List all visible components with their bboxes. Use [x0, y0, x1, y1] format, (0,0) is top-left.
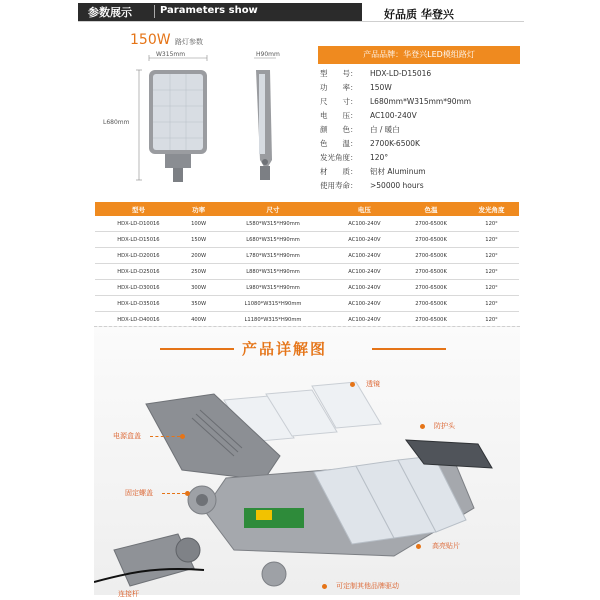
cell-size: L780*W315*H90mm: [215, 248, 331, 264]
cell-cct: 2700-6500K: [398, 264, 464, 280]
cell-model: HDX-LD-D25016: [95, 264, 182, 280]
cell-size: L1180*W315*H90mm: [215, 312, 331, 328]
col-angle: 发光角度: [464, 202, 519, 216]
cell-model: HDX-LD-D35016: [95, 296, 182, 312]
callout-dot: [185, 491, 190, 496]
callout-dot: [322, 584, 327, 589]
cell-voltage: AC100-240V: [331, 264, 398, 280]
cell-angle: 120°: [464, 216, 519, 232]
cell-voltage: AC100-240V: [331, 312, 398, 328]
info-row: 使用寿命： >50000 hours: [320, 181, 424, 190]
fixing-cap-lower: [262, 562, 286, 586]
cell-angle: 120°: [464, 232, 519, 248]
spec-table: [95, 202, 519, 328]
callout-leader: [150, 436, 180, 437]
cell-model: HDX-LD-D40016: [95, 312, 182, 328]
driver-capacitor: [256, 510, 272, 520]
info-row: 尺 寸： L680mm*W315mm*90mm: [320, 97, 472, 106]
callout-leader: [162, 493, 185, 494]
cell-voltage: AC100-240V: [331, 248, 398, 264]
diagram-title: 产品详解图: [242, 340, 328, 358]
title-rule-right: [372, 348, 446, 350]
title-rule-left: [160, 348, 234, 350]
callout-dot: [416, 544, 421, 549]
cell-cct: 2700-6500K: [398, 232, 464, 248]
cell-angle: 120°: [464, 312, 519, 328]
cell-cct: 2700-6500K: [398, 296, 464, 312]
cell-model: HDX-LD-D30016: [95, 280, 182, 296]
info-row: 功 率： 150W: [320, 83, 392, 92]
cell-angle: 120°: [464, 248, 519, 264]
callout-guard: 防护头: [434, 422, 455, 430]
info-title: 产品品牌：华登兴LED模组路灯: [318, 46, 520, 64]
cell-angle: 120°: [464, 296, 519, 312]
lamp-front-view: [115, 50, 225, 190]
lamp-side-view: [240, 50, 290, 190]
cell-angle: 120°: [464, 280, 519, 296]
power-label: 150W 路灯参数: [130, 32, 204, 48]
cell-size: L880*W315*H90mm: [215, 264, 331, 280]
callout-fixing: 固定螺盖: [125, 489, 153, 497]
info-row: 材 质： 铝材 Aluminum: [320, 167, 426, 176]
cell-power: 200W: [182, 248, 215, 264]
connector-joint: [176, 538, 200, 562]
table-row: [95, 232, 519, 248]
table-row: [95, 296, 519, 312]
cell-power: 400W: [182, 312, 215, 328]
driver-board: [244, 508, 304, 528]
cell-size: L1080*W315*H90mm: [215, 296, 331, 312]
info-row: 颜 色： 白 / 暖白: [320, 125, 400, 134]
cell-size: L680*W315*H90mm: [215, 232, 331, 248]
cell-voltage: AC100-240V: [331, 216, 398, 232]
cell-power: 150W: [182, 232, 215, 248]
cell-power: 250W: [182, 264, 215, 280]
cell-angle: 120°: [464, 264, 519, 280]
cell-power: 300W: [182, 280, 215, 296]
col-power: 功率: [182, 202, 215, 216]
cell-model: HDX-LD-D10016: [95, 216, 182, 232]
table-row: [95, 264, 519, 280]
info-row: 型 号： HDX-LD-D15016: [320, 69, 432, 78]
callout-dot: [350, 382, 355, 387]
header-title-cn: 参数展示: [88, 6, 132, 19]
table-row: [95, 280, 519, 296]
cell-cct: 2700-6500K: [398, 280, 464, 296]
header-underline: [78, 21, 524, 22]
callout-lens: 透镜: [366, 380, 380, 388]
callout-connector: 连接杆: [118, 590, 139, 598]
table-row: [95, 216, 519, 232]
header-divider: [154, 5, 155, 18]
length-dimension: L680mm: [103, 119, 130, 126]
cell-model: HDX-LD-D20016: [95, 248, 182, 264]
callout-chip: 高亮贴片: [432, 542, 460, 550]
cell-power: 100W: [182, 216, 215, 232]
info-row: 色 温： 2700K-6500K: [320, 139, 420, 148]
callout-cover: 电源盒盖: [113, 432, 141, 440]
header-title-en: Parameters show: [160, 5, 258, 16]
info-list: [320, 68, 471, 194]
exploded-illustration: [94, 360, 520, 594]
fixing-cap-center: [196, 494, 208, 506]
table-row: [95, 248, 519, 264]
col-cct: 色温: [398, 202, 464, 216]
cell-cct: 2700-6500K: [398, 312, 464, 328]
cell-voltage: AC100-240V: [331, 232, 398, 248]
callout-dot: [420, 424, 425, 429]
brand-slogan: 好品质 华登兴: [384, 8, 454, 21]
col-voltage: 电压: [331, 202, 398, 216]
table-header-row: [95, 202, 519, 216]
cell-voltage: AC100-240V: [331, 280, 398, 296]
cell-size: L580*W315*H90mm: [215, 216, 331, 232]
callout-driver: 可定制其他品牌驱动: [336, 582, 399, 590]
info-row: 发光角度： 120°: [320, 153, 389, 162]
cell-power: 350W: [182, 296, 215, 312]
cell-model: HDX-LD-D15016: [95, 232, 182, 248]
callout-dot: [180, 434, 185, 439]
col-model: 型号: [95, 202, 182, 216]
cell-size: L980*W315*H90mm: [215, 280, 331, 296]
width-dimension: W315mm: [156, 51, 186, 58]
height-dimension: H90mm: [256, 51, 280, 58]
cell-voltage: AC100-240V: [331, 296, 398, 312]
info-row: 电 压： AC100-240V: [320, 111, 417, 120]
cell-cct: 2700-6500K: [398, 216, 464, 232]
cell-cct: 2700-6500K: [398, 248, 464, 264]
col-size: 尺寸: [215, 202, 331, 216]
